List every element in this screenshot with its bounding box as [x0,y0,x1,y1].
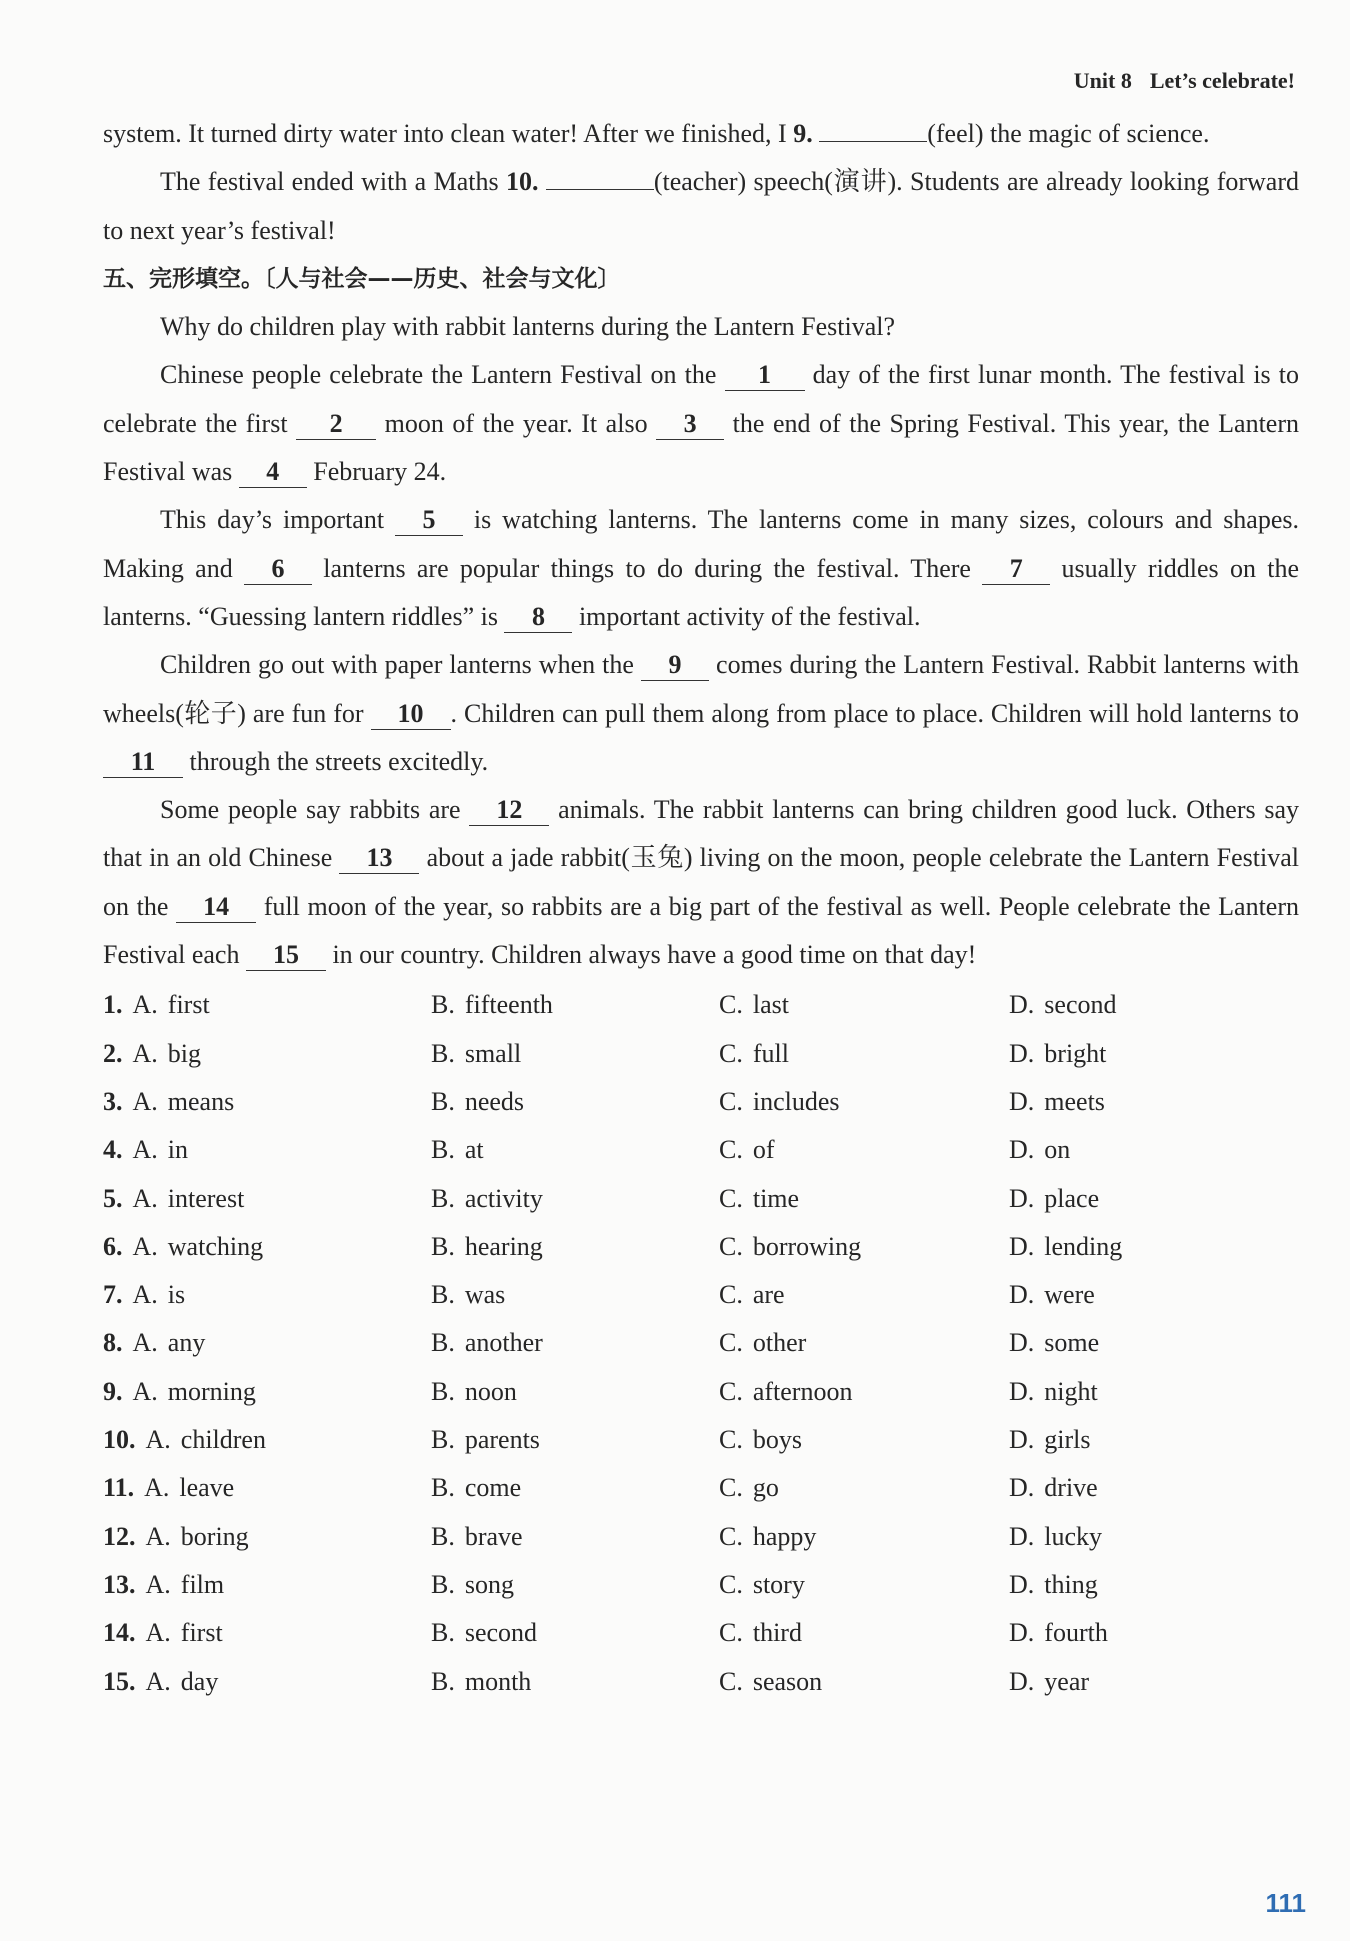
text-segment: system. It turned dirty water into clean water! After we finished, I [103,119,794,148]
option-text: season [752,1666,823,1696]
option-text: noon [464,1376,517,1406]
option-text: lucky [1044,1521,1103,1551]
option-letter: B. [431,1280,455,1310]
option-text: watching [167,1231,264,1261]
text-segment: lanterns are popular things to do during the festival. There [312,553,983,583]
option-c[interactable] [719,1030,1009,1078]
option-text: any [167,1328,206,1358]
option-a[interactable] [103,1464,431,1512]
option-a[interactable] [103,1368,431,1416]
option-letter: C. [719,1135,743,1165]
option-text: was [464,1280,506,1310]
option-row [103,1464,1299,1512]
option-b[interactable] [431,1223,719,1271]
option-b[interactable] [431,1368,719,1416]
option-letter: C. [719,1280,743,1310]
option-text: is [167,1280,186,1310]
option-letter: A. [145,1666,171,1696]
option-d[interactable] [1009,1030,1299,1078]
option-text: fifteenth [464,990,553,1020]
option-d[interactable] [1009,981,1299,1029]
option-row [103,981,1299,1029]
option-text: needs [464,1086,525,1116]
text-segment: usually riddles on the lanterns. “Guessing lantern riddles” is [103,553,1300,631]
option-row [103,1030,1299,1078]
option-b[interactable] [431,1030,719,1078]
option-letter: B. [431,1376,455,1406]
option-a[interactable] [103,1271,431,1319]
option-text: third [752,1618,802,1648]
cloze-blank[interactable]: 4 [239,457,307,488]
option-b[interactable] [431,1175,719,1223]
option-a[interactable] [103,1175,431,1223]
option-text: small [464,1038,522,1068]
option-letter: A. [132,990,158,1020]
option-b[interactable] [431,1513,719,1561]
option-letter: C. [719,1376,743,1406]
option-letter: D. [1009,990,1035,1020]
option-c[interactable] [719,1078,1009,1126]
option-b[interactable] [431,1561,719,1609]
option-letter: A. [132,1183,158,1213]
option-text: day [180,1666,219,1696]
cloze-blank[interactable]: 9 [641,650,709,681]
option-text: girls [1044,1425,1091,1455]
option-letter: C. [719,1328,743,1358]
option-letter: D. [1009,1231,1035,1261]
option-c[interactable] [719,1609,1009,1657]
text-segment: in our country. Children always have a good time on that day! [325,940,977,970]
option-letter: C. [719,1086,743,1116]
option-a[interactable] [103,1319,431,1367]
option-d[interactable] [1009,1223,1299,1271]
option-a[interactable] [103,1030,431,1078]
option-b[interactable] [431,1078,719,1126]
page-header [1074,68,1295,94]
option-c[interactable] [719,1223,1009,1271]
question-number: 14. [103,1618,136,1648]
option-text: film [180,1569,225,1599]
question-number: 5. [103,1183,123,1213]
option-text: on [1044,1135,1071,1165]
option-row [103,1175,1299,1223]
text-segment: The festival ended with a Maths [160,167,506,197]
answer-blank[interactable] [819,141,927,142]
option-text: place [1044,1183,1100,1213]
option-row [103,1319,1299,1367]
option-letter: C. [719,1521,743,1551]
option-letter: B. [431,1231,455,1261]
option-d[interactable] [1009,1319,1299,1367]
text-segment: is watching lanterns. The lanterns come in many sizes, colours and shapes. Making and [103,505,1300,583]
text-segment: Chinese people celebrate the Lantern Festival on the [160,360,725,390]
option-row [103,1223,1299,1271]
option-letter: A. [145,1425,171,1455]
option-letter: D. [1009,1473,1035,1503]
text-segment: important activity of the festival. [572,601,921,631]
option-row [103,1078,1299,1126]
cloze-blank[interactable]: 10 [371,699,451,730]
option-letter: B. [431,1569,455,1599]
option-letter: A. [132,1376,158,1406]
option-text: afternoon [752,1376,853,1406]
option-row [103,1271,1299,1319]
option-letter: A. [132,1280,158,1310]
question-number: 11. [103,1473,135,1503]
option-c[interactable] [719,981,1009,1029]
option-letter: A. [132,1086,158,1116]
options-table [103,981,1299,1705]
option-text: big [167,1038,202,1068]
option-letter: B. [431,1666,455,1696]
passage-paragraph-3 [103,641,1299,786]
option-text: of [752,1135,775,1165]
option-text: fourth [1044,1618,1108,1648]
cloze-blank[interactable]: 5 [395,505,463,536]
option-letter: D. [1009,1183,1035,1213]
option-a[interactable] [103,1223,431,1271]
option-letter: A. [145,1569,171,1599]
option-d[interactable] [1009,1561,1299,1609]
question-number: 10. [505,167,539,197]
option-row [103,1561,1299,1609]
option-letter: A. [132,1231,158,1261]
option-a[interactable] [103,1078,431,1126]
option-text: morning [167,1376,256,1406]
option-text: are [752,1280,785,1310]
option-letter: D. [1009,1328,1035,1358]
option-text: other [752,1328,807,1358]
option-letter: C. [719,1666,743,1696]
option-b[interactable] [431,1464,719,1512]
option-letter: D. [1009,1376,1035,1406]
question-number: 6. [103,1231,123,1261]
option-row [103,1513,1299,1561]
option-letter: C. [719,1473,743,1503]
cloze-blank[interactable]: 3 [656,409,724,440]
option-a[interactable] [103,1658,431,1706]
text-segment: (teacher) speech(演讲). Students are already looking forward to next year’s festival! [103,167,1299,245]
answer-blank[interactable] [546,189,654,190]
cloze-blank[interactable]: 11 [103,747,183,778]
option-a[interactable] [103,981,431,1029]
cloze-blank[interactable]: 15 [246,940,326,971]
option-text: interest [167,1183,245,1213]
option-row [103,1658,1299,1706]
option-letter: C. [719,1038,743,1068]
cloze-blank[interactable]: 14 [176,892,256,923]
option-a[interactable] [103,1126,431,1174]
option-d[interactable] [1009,1175,1299,1223]
option-letter: C. [719,1231,743,1261]
option-b[interactable] [431,1416,719,1464]
option-letter: A. [145,1521,171,1551]
option-c[interactable] [719,1416,1009,1464]
option-d[interactable] [1009,1416,1299,1464]
option-letter: C. [719,1183,743,1213]
option-text: go [752,1473,779,1503]
option-text: at [464,1135,484,1165]
option-letter: D. [1009,1038,1035,1068]
option-text: thing [1044,1569,1098,1599]
option-text: happy [752,1521,817,1551]
text-segment: Some people say rabbits are [160,795,470,825]
option-text: lending [1044,1231,1123,1261]
text-segment: full moon of the year, so rabbits are a big part of the festival as well. People celebrate the Lantern Festival each [103,891,1299,970]
option-letter: B. [431,990,455,1020]
option-letter: A. [132,1038,158,1068]
option-letter: C. [719,1618,743,1648]
option-d[interactable] [1009,1126,1299,1174]
text-segment: comes during the Lantern Festival. Rabbit lanterns with wheels(轮子) are fun for [103,650,1299,728]
option-letter: D. [1009,1280,1035,1310]
option-text: month [464,1666,532,1696]
text-segment: day of the first lunar month. The festival is to celebrate the first [103,360,1300,438]
option-letter: D. [1009,1569,1035,1599]
option-text: activity [464,1183,543,1213]
page-content [103,110,1299,1706]
option-text: story [752,1569,805,1599]
option-c[interactable] [719,1513,1009,1561]
option-a[interactable] [103,1416,431,1464]
text-segment: February 24. [306,457,447,487]
text-segment: Children go out with paper lanterns when the [160,650,641,680]
question-number: 4. [103,1135,123,1165]
cloze-blank[interactable]: 7 [982,554,1050,585]
option-a[interactable] [103,1513,431,1561]
option-d[interactable] [1009,1658,1299,1706]
option-c[interactable] [719,1175,1009,1223]
text-segment: . Children can pull them along from place to place. Children will hold lanterns to [450,698,1299,728]
option-c[interactable] [719,1464,1009,1512]
passage-paragraph-4 [103,786,1299,979]
option-letter: D. [1009,1425,1035,1455]
option-text: second [1044,990,1117,1020]
option-b[interactable] [431,981,719,1029]
option-b[interactable] [431,1658,719,1706]
cloze-blank[interactable]: 13 [339,843,419,874]
option-text: second [464,1618,538,1648]
option-b[interactable] [431,1126,719,1174]
section-title: 五、完形填空。〔人与社会——历史、社会与文化〕 [103,265,621,292]
option-text: first [180,1618,223,1648]
question-number: 2. [103,1038,123,1068]
option-letter: A. [132,1135,158,1165]
question-number: 7. [103,1280,123,1310]
option-text: bright [1044,1038,1107,1068]
option-letter: D. [1009,1521,1035,1551]
option-letter: B. [431,1425,455,1455]
option-letter: D. [1009,1086,1035,1116]
option-c[interactable] [719,1126,1009,1174]
option-text: boys [752,1425,802,1455]
option-text: last [752,990,789,1020]
question-number: 8. [103,1328,123,1358]
cloze-blank[interactable]: 12 [469,795,549,826]
option-row [103,1609,1299,1657]
passage-paragraph-2 [103,496,1299,641]
text-segment: about a jade rabbit(玉兔) living on the moon, people celebrate the Lantern Festival on the [103,843,1299,921]
cloze-blank[interactable]: 1 [725,360,805,391]
option-text: includes [752,1086,840,1116]
option-letter: C. [719,990,743,1020]
option-letter: B. [431,1618,455,1648]
option-row [103,1126,1299,1174]
option-text: brave [464,1521,523,1551]
option-text: first [167,990,210,1020]
option-text: were [1044,1280,1095,1310]
option-text: drive [1044,1473,1098,1503]
previous-exercise-paragraph [103,158,1299,255]
passage-paragraph-1 [103,351,1299,496]
option-d[interactable] [1009,1609,1299,1657]
option-letter: B. [431,1183,455,1213]
option-letter: A. [145,1618,171,1648]
unit-label: Unit 8 [1073,68,1132,93]
option-d[interactable] [1009,1368,1299,1416]
option-letter: D. [1009,1666,1035,1696]
option-text: leave [179,1473,235,1503]
option-a[interactable] [103,1561,431,1609]
text-segment: through the streets excitedly. [183,746,489,776]
question-number: 9. [793,119,813,148]
option-letter: B. [431,1328,455,1358]
option-text: borrowing [752,1231,862,1261]
option-row [103,1416,1299,1464]
question-number: 12. [103,1521,136,1551]
option-d[interactable] [1009,1513,1299,1561]
option-text: full [752,1038,789,1068]
text-segment: This day’s important [160,505,395,535]
option-d[interactable] [1009,1271,1299,1319]
option-text: year [1044,1666,1090,1696]
unit-title: Let’s celebrate! [1149,68,1295,93]
question-number: 1. [103,990,123,1020]
option-letter: D. [1009,1618,1035,1648]
option-letter: C. [719,1569,743,1599]
option-text: some [1044,1328,1100,1358]
question-number: 3. [103,1086,123,1116]
option-text: means [167,1086,235,1116]
option-c[interactable] [719,1271,1009,1319]
option-row [103,1368,1299,1416]
question-number: 9. [103,1376,123,1406]
question-number: 13. [103,1569,136,1599]
text-segment: animals. The rabbit lanterns can bring children good luck. Others say that in an old Chinese [103,795,1300,873]
option-letter: A. [132,1328,158,1358]
previous-exercise-continuation [103,110,1299,158]
option-letter: A. [144,1473,170,1503]
option-text: meets [1044,1086,1105,1116]
option-a[interactable] [103,1609,431,1657]
option-text: children [180,1425,266,1455]
question-number: 10. [103,1425,136,1455]
option-b[interactable] [431,1271,719,1319]
option-d[interactable] [1009,1078,1299,1126]
text-segment: (feel) the magic of science. [927,119,1210,148]
option-letter: B. [431,1135,455,1165]
option-letter: B. [431,1521,455,1551]
option-letter: C. [719,1425,743,1455]
option-text: in [167,1135,189,1165]
option-text: come [464,1473,522,1503]
option-letter: B. [431,1038,455,1068]
option-c[interactable] [719,1319,1009,1367]
option-b[interactable] [431,1609,719,1657]
question-number: 15. [103,1666,136,1696]
cloze-blank[interactable]: 2 [296,409,376,440]
option-b[interactable] [431,1319,719,1367]
cloze-blank[interactable]: 8 [504,602,572,633]
option-letter: B. [431,1086,455,1116]
text-segment: the end of the Spring Festival. This year, the Lantern Festival was [103,408,1299,487]
option-text: time [752,1183,800,1213]
option-text: hearing [464,1231,543,1261]
option-text: parents [464,1425,540,1455]
option-text: boring [180,1521,249,1551]
option-letter: D. [1009,1135,1035,1165]
text-segment: moon of the year. It also [376,408,657,438]
option-d[interactable] [1009,1464,1299,1512]
option-text: night [1044,1376,1098,1406]
passage-question: Why do children play with rabbit lanterns during the Lantern Festival? [160,312,896,342]
option-text: another [464,1328,543,1358]
option-c[interactable] [719,1368,1009,1416]
option-text: song [464,1569,514,1599]
cloze-blank[interactable]: 6 [244,554,312,585]
option-letter: B. [431,1473,455,1503]
option-c[interactable] [719,1561,1009,1609]
option-c[interactable] [719,1658,1009,1706]
page-number: 111 [1265,1888,1306,1918]
